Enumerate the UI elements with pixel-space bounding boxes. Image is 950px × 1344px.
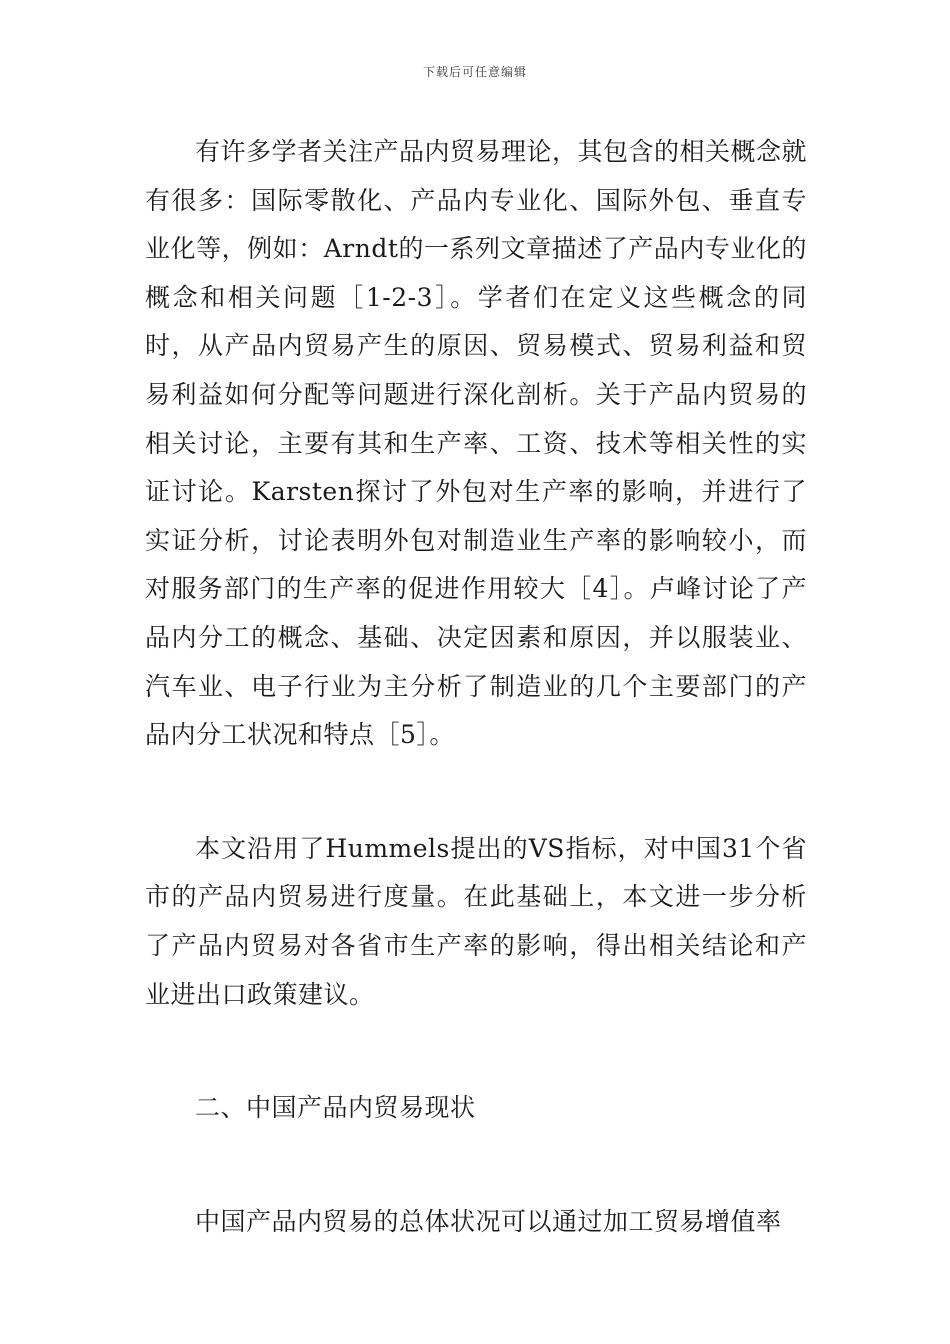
page-header: 下载后可任意编辑 <box>422 65 527 79</box>
document-body <box>145 128 807 1246</box>
paragraph-gap <box>145 760 807 825</box>
paragraph-literature-review: 有许多学者关注产品内贸易理论，其包含的相关概念就有很多：国际零散化、产品内专业化、国际外包、垂直专业化等，例如：Arndt的一系列文章描述了产品内专业化的概念和相关问题［1-2-3］。学者们在定义这些概念的同时，从产品内贸易产生的原因、贸易模式、贸易利益和贸易利益如何分配等问题进行深化剖析。关于产品内贸易的相关讨论，主要有其和生产率、工资、技术等相关性的实证讨论。Karsten探讨了外包对生产率的影响，并进行了实证分析，讨论表明外包对制造业生产率的影响较小，而对服务部门的生产率的促进作用较大［4］。卢峰讨论了产品内分工的概念、基础、决定因素和原因，并以服装业、汽车业、电子行业为主分析了制造业的几个主要部门的产品内分工状况和特点［5］。 <box>145 137 808 750</box>
paragraph-section-intro: 中国产品内贸易的总体状况可以通过加工贸易增值率 <box>195 1206 782 1236</box>
paragraph-method-summary: 本文沿用了Hummels提出的VS指标，对中国31个省市的产品内贸易进行度量。在此基础上，本文进一步分析了产品内贸易对各省市生产率的影响，得出相关结论和产业进出口政策建议。 <box>145 833 807 1009</box>
paragraph-gap <box>145 1019 807 1084</box>
section-heading: 二、中国产品内贸易现状 <box>195 1093 476 1123</box>
paragraph-gap <box>145 1133 807 1198</box>
